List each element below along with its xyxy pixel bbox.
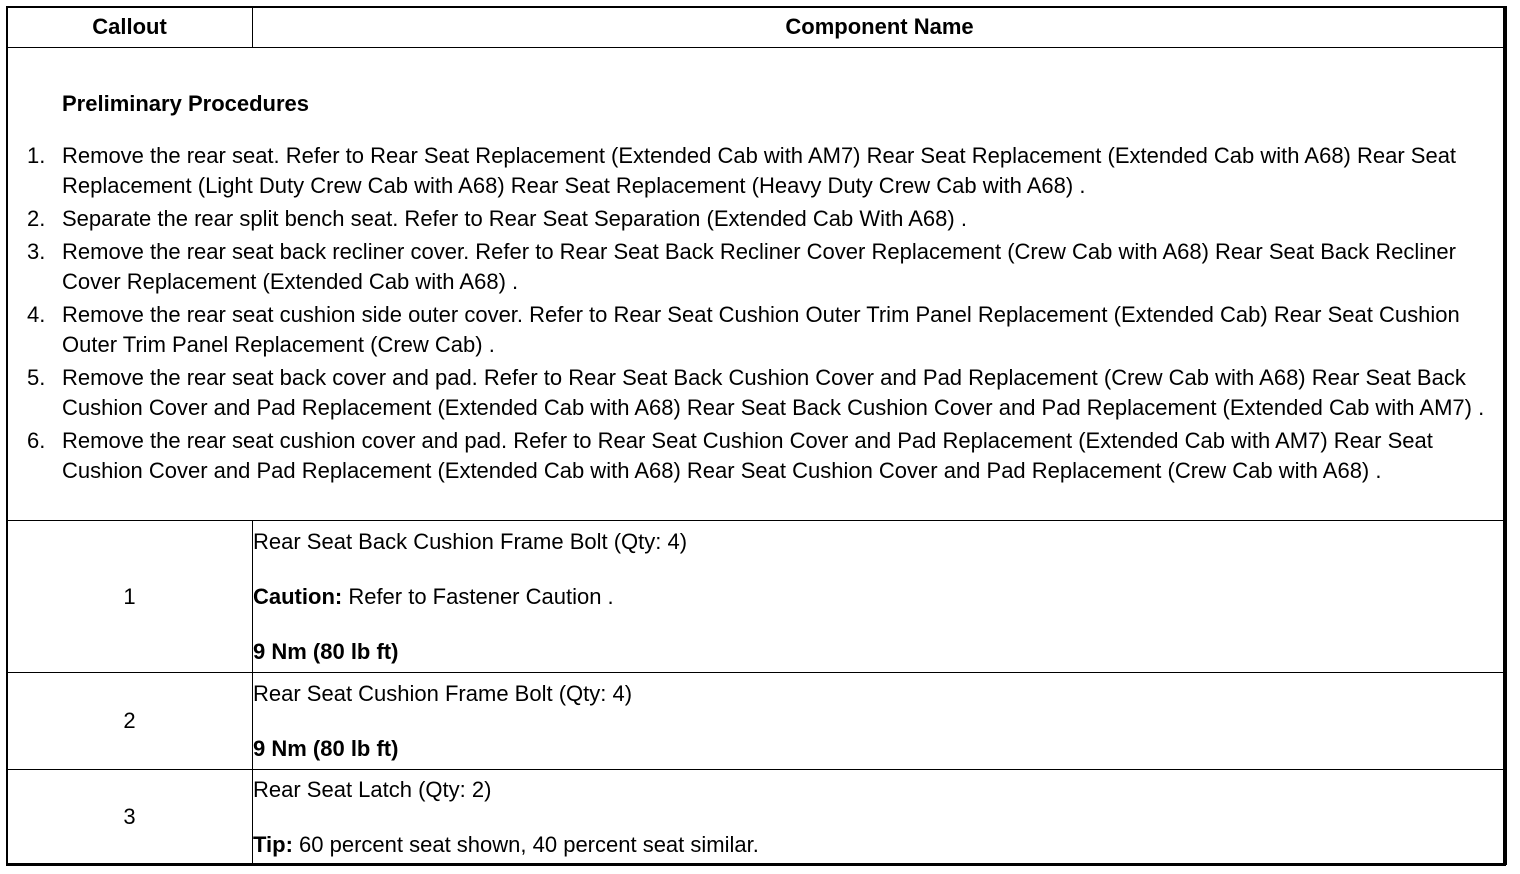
note-text: Refer to Fastener Caution . — [342, 583, 614, 609]
step-number: 3. — [27, 239, 46, 264]
torque-spec: 9 Nm (80 lb ft) — [253, 638, 399, 664]
step-text: Remove the rear seat back recliner cover. Refer to Rear Seat Back Recliner Cover Replacement (Crew Cab with A68) Rear Seat Back Recliner Cover Replacement (Extended Cab with A68) . — [62, 239, 1456, 294]
step-text: Remove the rear seat. Refer to Rear Seat Replacement (Extended Cab with AM7) Rear Seat Replacement (Extended Cab with A68) Rear Seat Replacement (Light Duty Crew Cab with A68) Rear Seat Replacement (Heavy Duty Crew Cab with A68) . — [62, 143, 1457, 198]
component-name: Rear Seat Latch (Qty: 2) — [253, 776, 492, 802]
torque-spec: 9 Nm (80 lb ft) — [253, 735, 399, 761]
callout-column-header: Callout — [7, 7, 253, 48]
step-number: 6. — [27, 428, 46, 453]
step-number: 5. — [27, 365, 46, 390]
callout-cell: 2 — [7, 673, 253, 770]
step-number: 2. — [27, 206, 46, 231]
note-text: 60 percent seat shown, 40 percent seat similar. — [292, 831, 759, 857]
step-number: 4. — [27, 302, 46, 327]
note-label: Tip: — [253, 831, 293, 857]
component-name: Rear Seat Cushion Frame Bolt (Qty: 4) — [253, 680, 633, 706]
step-text: Remove the rear seat back cover and pad. Refer to Rear Seat Back Cushion Cover and Pad Replacement (Crew Cab with A68) Rear Seat Back Cushion Cover and Pad Replacement (Extended Cab with A68) Rear Seat Back Cushion Cover and Pad Replacement (Extended Cab with AM7) . — [62, 365, 1485, 420]
preliminary-procedures-title: Preliminary Procedures — [62, 91, 310, 116]
note-label: Caution: — [253, 583, 343, 609]
step-number: 1. — [27, 143, 46, 168]
table-outer-border — [6, 6, 1506, 866]
step-text: Remove the rear seat cushion cover and pad. Refer to Rear Seat Cushion Cover and Pad Replacement (Extended Cab with AM7) Rear Seat Cushion Cover and Pad Replacement (Extended Cab with A68) Rear Seat Cushion Cover and Pad Replacement (Crew Cab with A68) . — [62, 428, 1433, 483]
callout-cell: 3 — [7, 770, 253, 865]
step-text: Remove the rear seat cushion side outer cover. Refer to Rear Seat Cushion Outer Trim Panel Replacement (Extended Cab) Rear Seat Cushion Outer Trim Panel Replacement (Crew Cab) . — [62, 302, 1460, 357]
component-name-column-header: Component Name — [253, 7, 1507, 48]
step-text: Separate the rear split bench seat. Refer to Rear Seat Separation (Extended Cab With A68) . — [62, 206, 967, 231]
component-name: Rear Seat Back Cushion Frame Bolt (Qty: 4) — [253, 528, 688, 554]
callout-cell: 1 — [7, 521, 253, 673]
